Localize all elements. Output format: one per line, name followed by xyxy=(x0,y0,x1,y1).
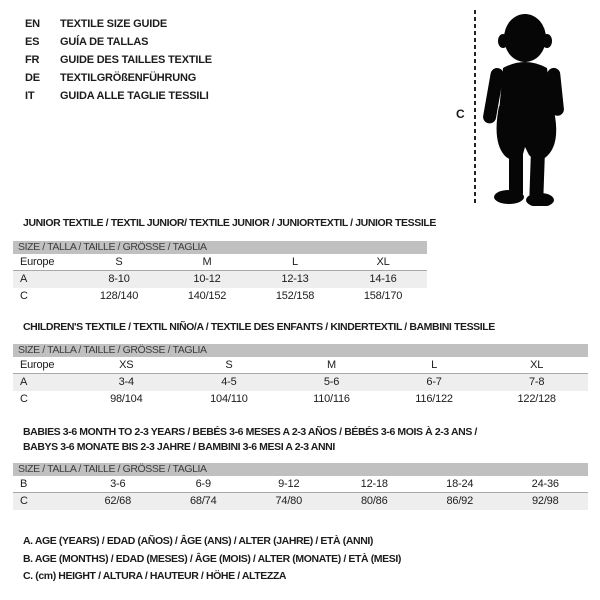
cell-value: 5-6 xyxy=(323,376,340,388)
cell-value: S xyxy=(115,256,123,268)
junior-size-table xyxy=(13,241,427,305)
language-row xyxy=(25,51,212,69)
language-code: ES xyxy=(25,36,40,48)
cell-value: 6-9 xyxy=(195,478,211,490)
cell-value: 128/140 xyxy=(99,290,139,302)
language-row xyxy=(25,15,212,33)
junior-table-title xyxy=(23,216,436,231)
cell-value: 80/86 xyxy=(360,495,388,507)
table-row xyxy=(13,493,588,510)
cell-value: 6-7 xyxy=(426,376,442,388)
legend-line: C. (cm) HEIGHT / ALTURA / HAUTEUR / HÖHE / ALTEZZA xyxy=(23,570,287,582)
cell-value: 86/92 xyxy=(446,495,474,507)
table-header-bar: SIZE / TALLA / TAILLE / GRÖSSE / TAGLIA xyxy=(13,241,427,254)
cell-value: 140/152 xyxy=(187,290,227,302)
cell-value: M xyxy=(202,256,212,268)
cell-value: 92/98 xyxy=(531,495,559,507)
toddler-silhouette-icon xyxy=(483,8,571,206)
cell-value: L xyxy=(292,256,298,268)
cell-value: 98/104 xyxy=(110,393,143,405)
cell-value: 9-12 xyxy=(278,478,300,490)
cell-value: 10-12 xyxy=(193,273,221,285)
language-list xyxy=(25,15,212,105)
language-label: GUÍA DE TALLAS xyxy=(60,36,149,48)
row-label: C xyxy=(20,393,28,405)
cell-value: 8-10 xyxy=(108,273,130,285)
cell-value: 12-13 xyxy=(281,273,309,285)
cell-value: S xyxy=(225,359,233,371)
table-title-line: CHILDREN'S TEXTILE / TEXTIL NIÑO/A / TEXTILE DES ENFANTS / KINDERTEXTIL / BAMBINI TESSILE xyxy=(23,321,495,333)
cell-value: 4-5 xyxy=(221,376,237,388)
cell-value: 7-8 xyxy=(529,376,545,388)
table-row xyxy=(13,254,427,271)
language-code: FR xyxy=(25,54,40,66)
language-label: TEXTILGRÖßENFÜHRUNG xyxy=(60,72,197,84)
table-row xyxy=(13,288,427,305)
cell-value: 24-36 xyxy=(531,478,559,490)
cell-value: XL xyxy=(376,256,390,268)
cell-value: 104/110 xyxy=(210,393,248,405)
table-header-bar: SIZE / TALLA / TAILLE / GRÖSSE / TAGLIA xyxy=(13,463,588,476)
table-row xyxy=(13,476,588,493)
cell-value: 110/116 xyxy=(313,393,350,405)
cell-value: XL xyxy=(530,359,544,371)
row-label: B xyxy=(20,478,28,490)
row-label: C xyxy=(20,290,28,302)
row-label: A xyxy=(20,376,28,388)
language-row xyxy=(25,33,212,51)
row-label: Europe xyxy=(20,256,55,268)
table-row xyxy=(13,271,427,288)
cell-value: 116/122 xyxy=(415,393,453,405)
children-table-title xyxy=(23,320,495,335)
table-title-line: BABYS 3-6 MONATE BIS 2-3 JAHRE / BAMBINI 3-6 MESI A 2-3 ANNI xyxy=(23,441,335,453)
table-title-line: BABIES 3-6 MONTH TO 2-3 YEARS / BEBÉS 3-6 MESES A 2-3 AÑOS / BÉBÉS 3-6 MOIS À 2-3 ANS / xyxy=(23,426,477,438)
cell-value: 3-6 xyxy=(110,478,126,490)
cell-value: 12-18 xyxy=(360,478,388,490)
table-title-line: JUNIOR TEXTILE / TEXTIL JUNIOR/ TEXTILE JUNIOR / JUNIORTEXTIL / JUNIOR TESSILE xyxy=(23,217,436,229)
legend-line: B. AGE (MONTHS) / EDAD (MESES) / ÂGE (MOIS) / ALTER (MONATE) / ETÀ (MESI) xyxy=(23,552,401,565)
row-label: C xyxy=(20,495,28,507)
table-row xyxy=(13,374,588,391)
legend-line: A. AGE (YEARS) / EDAD (AÑOS) / ÂGE (ANS) / ALTER (JAHRE) / ETÀ (ANNI) xyxy=(23,535,374,547)
babies-table-title xyxy=(23,425,477,455)
cell-value: 158/170 xyxy=(363,290,403,302)
cell-value: M xyxy=(327,359,336,371)
language-label: TEXTILE SIZE GUIDE xyxy=(60,18,168,30)
language-label: GUIDA ALLE TAGLIE TESSILI xyxy=(60,90,209,102)
language-code: EN xyxy=(25,18,40,30)
table-row xyxy=(13,357,588,374)
babies-size-table xyxy=(13,463,588,510)
language-row xyxy=(25,87,212,105)
cell-value: 152/158 xyxy=(275,290,315,302)
language-code: DE xyxy=(25,72,40,84)
row-label: A xyxy=(20,273,28,285)
cell-value: 74/80 xyxy=(275,495,303,507)
cell-value: 3-4 xyxy=(118,376,134,388)
cell-value: 18-24 xyxy=(446,478,474,490)
cell-value: 14-16 xyxy=(369,273,397,285)
table-header-bar: SIZE / TALLA / TAILLE / GRÖSSE / TAGLIA xyxy=(13,344,588,357)
row-label: Europe xyxy=(20,359,55,371)
cell-value: L xyxy=(431,359,438,371)
language-code: IT xyxy=(25,90,35,102)
children-size-table xyxy=(13,344,588,408)
language-label: GUIDE DES TAILLES TEXTILE xyxy=(60,54,212,66)
height-marker-label: C xyxy=(456,107,465,121)
cell-value: 122/128 xyxy=(517,393,556,405)
cell-value: XS xyxy=(119,359,134,371)
legend xyxy=(23,533,401,586)
cell-value: 62/68 xyxy=(104,495,132,507)
height-dashed-line xyxy=(474,10,476,206)
language-row xyxy=(25,69,212,87)
cell-value: 68/74 xyxy=(189,495,217,507)
table-row xyxy=(13,391,588,408)
